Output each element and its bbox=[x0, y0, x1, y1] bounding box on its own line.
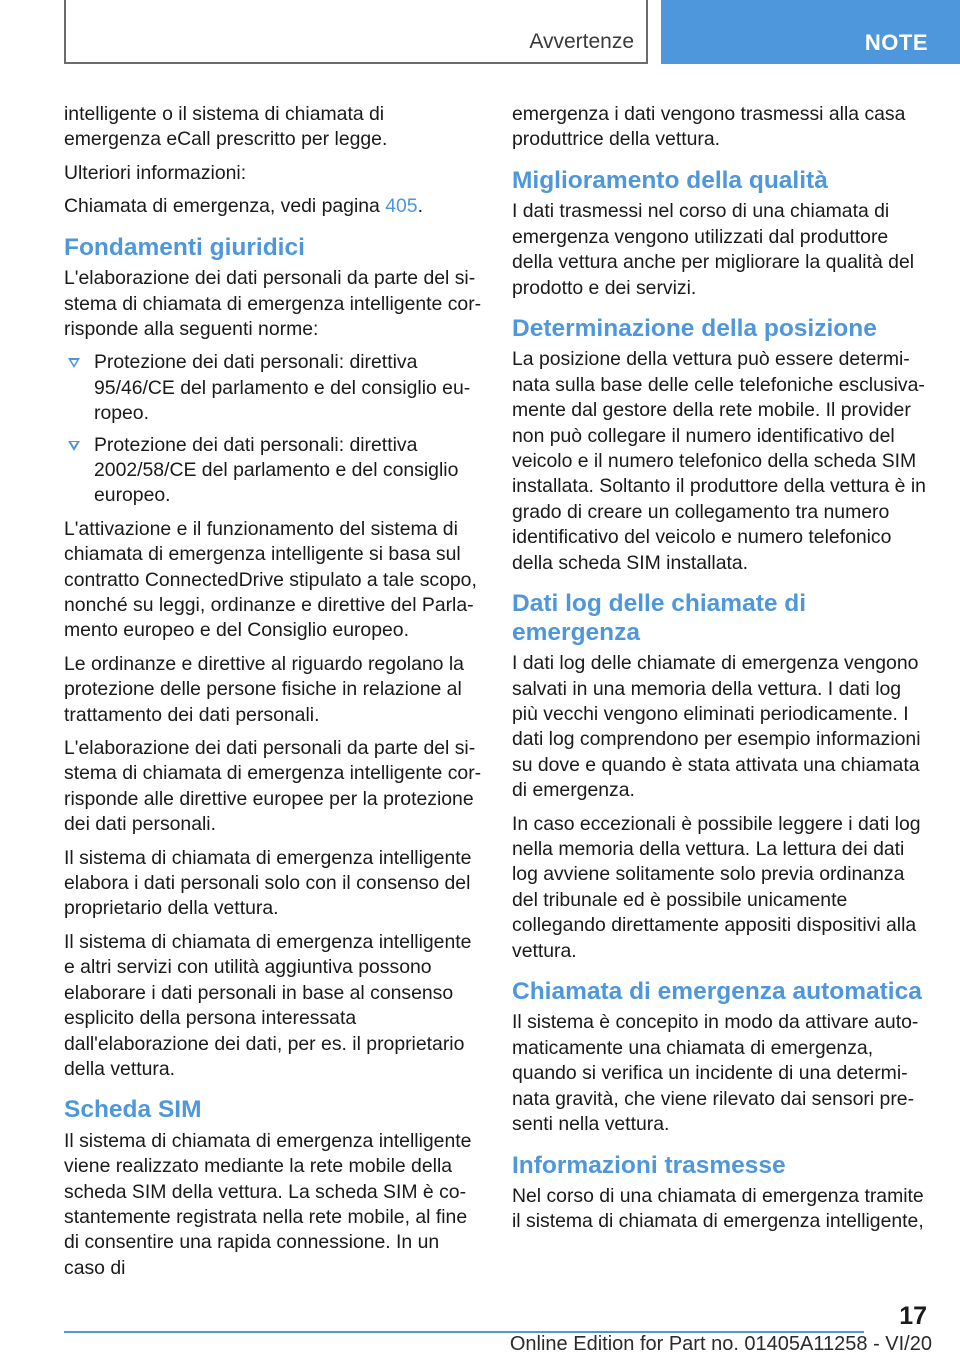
page-link-405[interactable]: 405 bbox=[385, 195, 418, 218]
heading-scheda-sim: Scheda SIM bbox=[64, 1096, 202, 1124]
paragraph: Il sistema di chiamata di emergenza intelligente e altri servizi con utilità aggiuntiva possono elaborare i dati personali in base al consenso esplicito della persona interessata dall'elaborazione dei dati, per es. il proprietario della vettura. bbox=[64, 930, 472, 1080]
list-item bbox=[64, 433, 482, 509]
header-section-box bbox=[64, 0, 648, 64]
paragraph: I dati log delle chiamate di emergenza vengono salvati in una memoria della vettura. I dati log più vecchi vengono eliminati periodicamente. I dati log comprendono per esempio informazioni su dove e quando è stata attivata una chiamata di emergenza. bbox=[512, 652, 921, 802]
paragraph: L'elaborazione dei dati personali da parte del sistema di chiamata di emergenza intelligente corrisponde alla seguenti norme: bbox=[64, 267, 482, 340]
paragraph: Le ordinanze e direttive al riguardo regolano la protezione delle persone fisiche in relazione al trattamento dei dati personali. bbox=[64, 652, 464, 726]
heading-miglioramento-qualita: Miglioramento della qualità bbox=[512, 166, 828, 194]
heading-fondamenti-giuridici: Fondamenti giuridici bbox=[64, 233, 305, 261]
heading-chiamata-automatica: Chiamata di emergenza automatica bbox=[512, 977, 922, 1005]
list-item-text: Protezione dei dati personali: direttiva 95/46/CE del parlamento e del consiglio europeo. bbox=[94, 351, 471, 425]
list-item-text: Protezione dei dati personali: direttiva 2002/58/CE del parlamento e del consiglio europeo. bbox=[94, 433, 459, 507]
paragraph: La posizione della vettura può essere determinata sulla base delle celle telefoniche esclusivamente dal gestore della rete mobile. Il provider non può collegare il numero identificativo del veicolo e il numero telefonico della scheda SIM installata. Soltanto il produttore della vettura è in grado di creare un collegamento tra numero identificativo del veicolo e numero telefonico della scheda SIM installata. bbox=[512, 348, 926, 574]
cross-reference-text: Chiamata di emergenza, vedi pagina bbox=[64, 195, 386, 218]
paragraph: Nel corso di una chiamata di emergenza tramite il sistema di chiamata di emergenza intelligente, bbox=[512, 1185, 924, 1233]
paragraph: In caso eccezionali è possibile leggere i dati log nella memoria della vettura. La lettura dei dati log avviene solitamente solo previa ordinanza del tribunale ed è possibile unicamente collegando direttamente appositi dispositivi alla vettura. bbox=[512, 812, 921, 962]
triangle-down-outline-icon bbox=[68, 441, 80, 451]
page-number: 17 bbox=[899, 1302, 927, 1330]
heading-informazioni-trasmesse: Informazioni trasmesse bbox=[512, 1151, 786, 1179]
paragraph: Ulteriori informazioni: bbox=[64, 161, 247, 184]
header-section-title: Avvertenze bbox=[529, 30, 634, 53]
triangle-down-outline-icon bbox=[68, 358, 80, 368]
paragraph: Il sistema di chiamata di emergenza intelligente viene realizzato mediante la rete mobile della scheda SIM della vettura. La scheda SIM è costantemente registrata nella rete mobile, al fine di consentire una rapida connessione. In un caso di bbox=[64, 1129, 472, 1279]
paragraph: L'attivazione e il funzionamento del sistema di chiamata di emergenza intelligente si basa sul contratto ConnectedDrive stipulato a tale scopo, nonché su leggi, ordinanze e direttive del Parlamento europeo e del Consiglio europeo. bbox=[64, 517, 477, 642]
footer-edition: Online Edition for Part no. 01405A11258 - VI/20 bbox=[509, 1333, 932, 1355]
header-chapter-tab bbox=[661, 0, 960, 64]
cross-reference-end: . bbox=[417, 195, 423, 218]
paragraph: I dati trasmessi nel corso di una chiamata di emergenza vengono utilizzati dal produttore della vettura anche per migliorare la qualità del prodotto e dei servizi. bbox=[512, 200, 915, 299]
list-item bbox=[64, 350, 482, 426]
paragraph: Il sistema di chiamata di emergenza intelligente elabora i dati personali solo con il consenso del proprietario della vettura. bbox=[64, 846, 472, 920]
norms-list bbox=[64, 350, 482, 508]
paragraph: Il sistema è concepito in modo da attivare automaticamente una chiamata di emergenza, quando si verifica un incidente di una determinata gravità, che viene rilevato dai sensori presenti nella vettura. bbox=[512, 1011, 919, 1136]
paragraph: intelligente o il sistema di chiamata di emergenza eCall prescritto per legge. bbox=[64, 103, 388, 151]
heading-dati-log: Dati log delle chiamate di emergenza bbox=[512, 590, 807, 646]
cross-reference bbox=[64, 194, 482, 219]
right-column bbox=[512, 102, 930, 1243]
paragraph: emergenza i dati vengono trasmessi alla casa produttrice della vettura. bbox=[512, 103, 906, 151]
heading-determinazione-posizione: Determinazione della posizione bbox=[512, 314, 877, 342]
left-column bbox=[64, 102, 482, 1289]
paragraph: L'elaborazione dei dati personali da parte del sistema di chiamata di emergenza intelligente corrisponde alle direttive europee per la protezione dei dati personali. bbox=[64, 737, 482, 836]
header-chapter-title: NOTE bbox=[864, 30, 928, 55]
